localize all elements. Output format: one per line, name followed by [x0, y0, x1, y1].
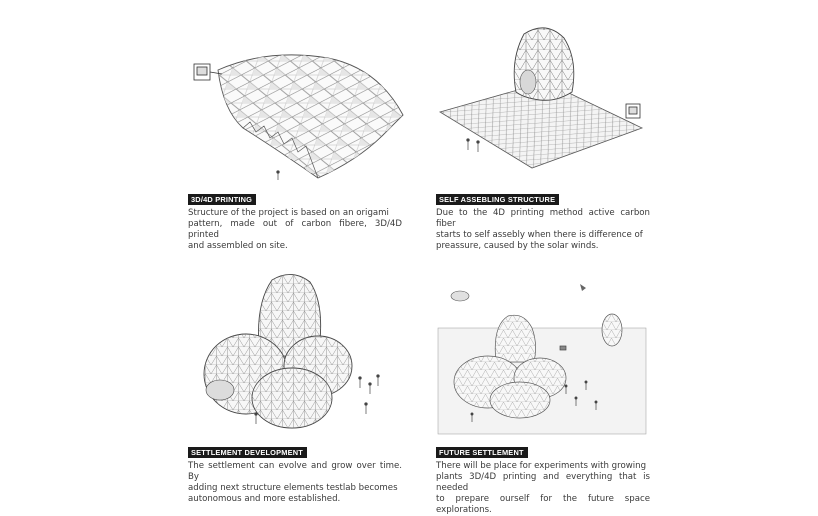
panel-description: The settlement can evolve and grow over time. By adding next structure elements testlab becomes autonomous and more established. — [188, 461, 402, 504]
panel-description: Due to the 4D printing method active carbon fiber starts to self assebly when there is difference of preassure, caused by the solar winds. — [436, 208, 650, 251]
future-settlement-illustration — [436, 282, 648, 436]
settlement-development-illustration — [200, 266, 410, 438]
panel-label: SETTLEMENT DEVELOPMENT — [188, 447, 307, 458]
origami-canopy-illustration — [188, 40, 418, 190]
panel-description: There will be place for experiments with growing plants 3D/4D printing and everything that is needed to prepare ourself for the future space explorations. — [436, 461, 650, 515]
panel-label: SELF ASSEBLING STRUCTURE — [436, 194, 559, 205]
panel-label: FUTURE SETTLEMENT — [436, 447, 528, 458]
panel-description: Structure of the project is based on an origami pattern, made out of carbon fibere, 3D/4D printed and assembled on site. — [188, 208, 402, 251]
self-assembling-structure-illustration — [436, 20, 656, 190]
panel-label: 3D/4D PRINTING — [188, 194, 256, 205]
